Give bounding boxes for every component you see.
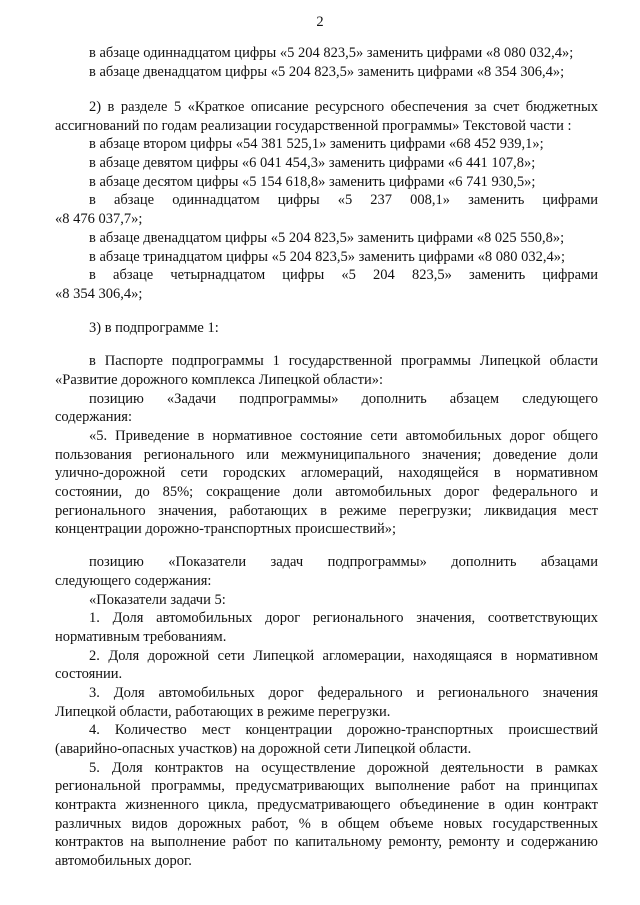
- text-line: концентрации дорожно-транспортных происшествий»;: [55, 521, 397, 537]
- text-line: улично-дорожной сети городских агломераций, находящейся в нормативном: [55, 465, 598, 481]
- text-line: в абзаце девятом цифры «6 041 454,3» заменить цифрами «6 441 107,8»;: [89, 155, 536, 171]
- text-line: в абзаце двенадцатом цифры «5 204 823,5» заменить цифрами «8 354 306,4»;: [89, 64, 565, 80]
- text-line: различных видов дорожных работ, % в общем объеме новых государственных: [55, 816, 598, 832]
- text-line: в абзаце втором цифры «54 381 525,1» заменить цифрами «68 452 939,1»;: [89, 136, 544, 152]
- text-line: контрактов на выполнение работ по капитальному ремонту, ремонту и содержанию: [55, 834, 598, 850]
- text-line: 2) в разделе 5 «Краткое описание ресурсного обеспечения за счет бюджетных: [89, 99, 598, 115]
- text-line: позицию «Задачи подпрограммы» дополнить абзацем следующего: [89, 391, 598, 407]
- text-line: «5. Приведение в нормативное состояние сети автомобильных дорог общего: [89, 428, 598, 444]
- text-line: «Развитие дорожного комплекса Липецкой области»:: [55, 372, 383, 388]
- text-line: в абзаце двенадцатом цифры «5 204 823,5» заменить цифрами «8 025 550,8»;: [89, 230, 565, 246]
- text-line: в абзаце одиннадцатом цифры «5 204 823,5» заменить цифрами «8 080 032,4»;: [89, 45, 574, 61]
- text-line: 4. Количество мест концентрации дорожно-транспортных происшествий: [89, 722, 598, 738]
- text-line: пользования регионального или межмуниципального значения; доведение доли: [55, 447, 598, 463]
- text-line: ассигнований по годам реализации государственной программы» Текстовой части :: [55, 118, 572, 134]
- text-line: содержания:: [55, 409, 133, 425]
- text-line: состоянии.: [55, 666, 123, 682]
- page-number: 2: [316, 14, 324, 30]
- text-line: регионального значения, работающих в режиме перегрузки; ликвидация мест: [55, 503, 598, 519]
- text-line: 3) в подпрограмме 1:: [89, 320, 219, 336]
- text-line: 3. Доля автомобильных дорог федерального и регионального значения: [89, 685, 598, 701]
- text-line: состоянии, до 85%; сокращение доли автомобильных дорог федерального и: [55, 484, 598, 500]
- text-line: в абзаце четырнадцатом цифры «5 204 823,5» заменить цифрами: [89, 267, 598, 283]
- text-line: (аварийно-опасных участков) на дорожной сети Липецкой области.: [55, 741, 472, 757]
- text-line: 2. Доля дорожной сети Липецкой агломерации, находящаяся в нормативном: [89, 648, 598, 664]
- text-line: региональной программы, предусматривающих выполнение работ на принципах: [55, 778, 598, 794]
- text-line: в абзаце тринадцатом цифры «5 204 823,5» заменить цифрами «8 080 032,4»;: [89, 249, 566, 265]
- text-line: следующего содержания:: [55, 573, 212, 589]
- text-line: в абзаце одиннадцатом цифры «5 237 008,1» заменить цифрами: [89, 192, 598, 208]
- text-line: контракта жизненного цикла, предусматривающего объединение в один контракт: [55, 797, 598, 813]
- text-line: «Показатели задачи 5:: [89, 592, 226, 608]
- text-line: «8 476 037,7»;: [55, 211, 143, 227]
- text-line: Липецкой области, работающих в режиме перегрузки.: [55, 704, 391, 720]
- text-line: в абзаце десятом цифры «5 154 618,8» заменить цифрами «6 741 930,5»;: [89, 174, 536, 190]
- text-line: автомобильных дорог.: [55, 853, 192, 869]
- text-line: 5. Доля контрактов на осуществление дорожной деятельности в рамках: [89, 760, 598, 776]
- text-line: позицию «Показатели задач подпрограммы» дополнить абзацами: [89, 554, 598, 570]
- text-line: в Паспорте подпрограммы 1 государственной программы Липецкой области: [89, 353, 598, 369]
- text-line: «8 354 306,4»;: [55, 286, 143, 302]
- text-line: 1. Доля автомобильных дорог регионального значения, соответствующих: [89, 610, 598, 626]
- text-line: нормативным требованиям.: [55, 629, 227, 645]
